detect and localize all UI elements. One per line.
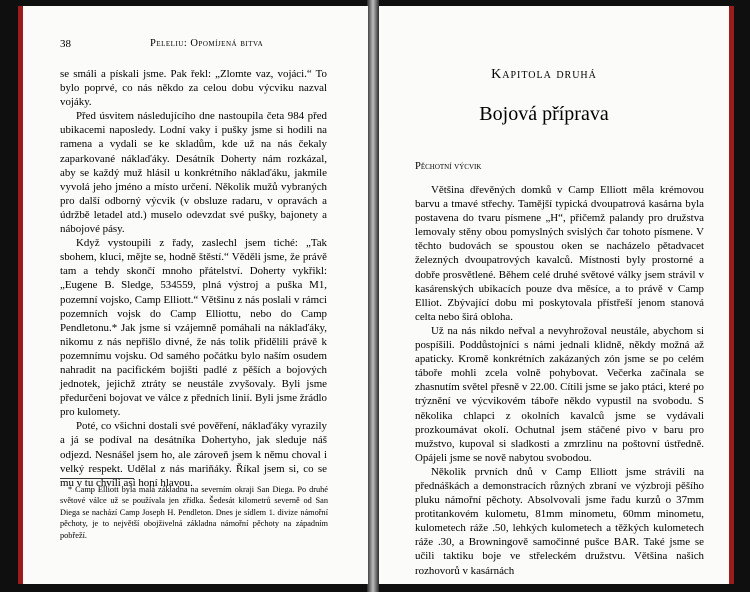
running-head: Peleliu: Opomíjená bitva (150, 38, 264, 49)
footnote-text: * Camp Elliott byla malá základna na severním okraji San Diega. Po druhé světové válce už se používala jen zřídka. Šedesát kilometrů severně od San Diega se nachází Camp Joseph H. Pendleton. Dnes je sídlem 1. divize námořní pěchoty, je to největší obojživelná základna námořní pěchoty na západním pobřeží. (60, 485, 328, 540)
chapter-label: Kapitola druhá (491, 67, 597, 82)
right-edge-band (729, 6, 734, 584)
page-number: 38 (60, 38, 71, 50)
left-body-text (60, 67, 327, 490)
paragraph: Už na nás nikdo neřval a nevyhrožoval neustále, abychom si pospíšili. Poddůstojníci s námi jednali klidně, někdy možná až apaticky. Kromě konkrétních zakázaných zón jsme se po celém táboře mohli zcela volně pohybovat. Večerka začínala se zhasnutím světel přesně v 22.00. Cítili jsme se jako ptáci, které po trýznění ve výcvikovém táboře někdo vypustil na svobodu. S několika chlapci z okolních kavalců jsme se vydávali prozkoumávat okolí. Ochutnal jsem stáčené pivo v baru pro mužstvo, kupoval si sladkosti a zmrzlinu na poštovní ústředně. Opájeli jsme se nově nabytou svobodou. (415, 324, 704, 464)
paragraph: Několik prvních dnů v Camp Elliott jsme strávili na přednáškách a demonstracích různých zbraní ve výzbroji pěšího pluku námořní pěchoty. Absolvovali jsme řadu kurzů o 37mm protitankovém kulometu, 81mm minometu, 60mm minometu, kulometech ráže .50, lehkých kulometech a těžkých kulometech ráže .30, a Browningově samočinné pušce BAR. Také jsme se učili taktiku boje ve střeleckém družstvu. Většina našich rozhovorů v kasárnách (415, 465, 704, 577)
paragraph: Když vystoupili z řady, zaslechl jsem tiché: „Tak sbohem, kluci, mějte se, hodně štěstí.“ Věděli jsme, že právě tam a tehdy skončí mnoho přátelství. Doherty vykřikl: „Eugene B. Sledge, 534559, plná výstroj a puška M1, pozemní vojsko, Camp Elliott.“ Většinu z nás poslali v rámci pozemních vojsk do Camp Elliottu, nebo do Camp Pendletonu.* Jak jsme si vzájemně pomáhali na náklaďáky, nikomu z nás nepřišlo divné, že nás tolik přidělili právě k pozemnímu vojsku. Od samého počátku bylo naším osudem nahradit na pacifickém bojišti padlé z pěších a bojových jednotek, jejichž ztráty se neustále zvyšovaly. Byli jsme předurčeni bojovat ve válce z předních linií. Byli jsme žrádlo pro kulomety. (60, 237, 327, 419)
paragraph: se smáli a pískali jsme. Pak řekl: „Zlomte vaz, vojáci.“ To bylo poprvé, co nás někdo za celou dobu výcviku nazval vojáky. (60, 68, 327, 109)
paragraph: Většina dřevěných domků v Camp Elliott měla krémovou barvu a tmavé střechy. Tamější typická dvoupatrová kasárna byla postavena do tvaru písmene „H“, přičemž palandy pro družstva lemovaly stěny obou pomyslných svislých čar tohoto písmene. V těchto budovách se spoustou oken se nacházelo pětadvacet železných dvoupatrových kavalců. Místnosti byly prostorné a dobře prosvětlené. Během celé druhé světové války jsem strávil v kasárenských ubikacích pouze dva měsíce, a to právě v Camp Elliot. Zbývající dobu mi poskytovala přístřeší jenom stanová celta nebo širá obloha. (415, 184, 704, 323)
left-edge-band (18, 6, 23, 584)
right-body-text (415, 183, 704, 578)
paragraph: Poté, co všichni dostali své pověření, náklaďáky vyrazily a já se podíval na desátníka Dohertyho, jak sleduje náš odjezd. Nesnášel jsem ho, ale zároveň jsem k němu choval i velký respekt. Udělal z nás mariňáky. Říkal jsem si, co se mu v tu chvíli asi honí hlavou. (60, 420, 327, 489)
footnote (60, 484, 328, 541)
book-spine (367, 0, 379, 592)
footnote-rule (60, 478, 134, 479)
paragraph: Před úsvitem následujícího dne nastoupila četa 984 před ubikacemi naposledy. Lodní vaky i pušky jsme si hodili na ramena a vydali se ke skladům, kde už na nás čekaly zaparkované náklaďáky. Desátník Doherty nám rozkázal, aby se každý muž hlásil u konkrétního náklaďáku, jakmile vyvolá jeho jméno a místo určení. Několik mužů vybraných pro další odborný výcvik (v obsluze radaru, v opravách a údržbě letadel atd.) muselo odevzdat své pušky, bajonety a nábojové pásy. (60, 110, 327, 236)
section-heading: Pěchotní výcvik (415, 161, 482, 172)
chapter-title: Bojová příprava (479, 103, 609, 125)
